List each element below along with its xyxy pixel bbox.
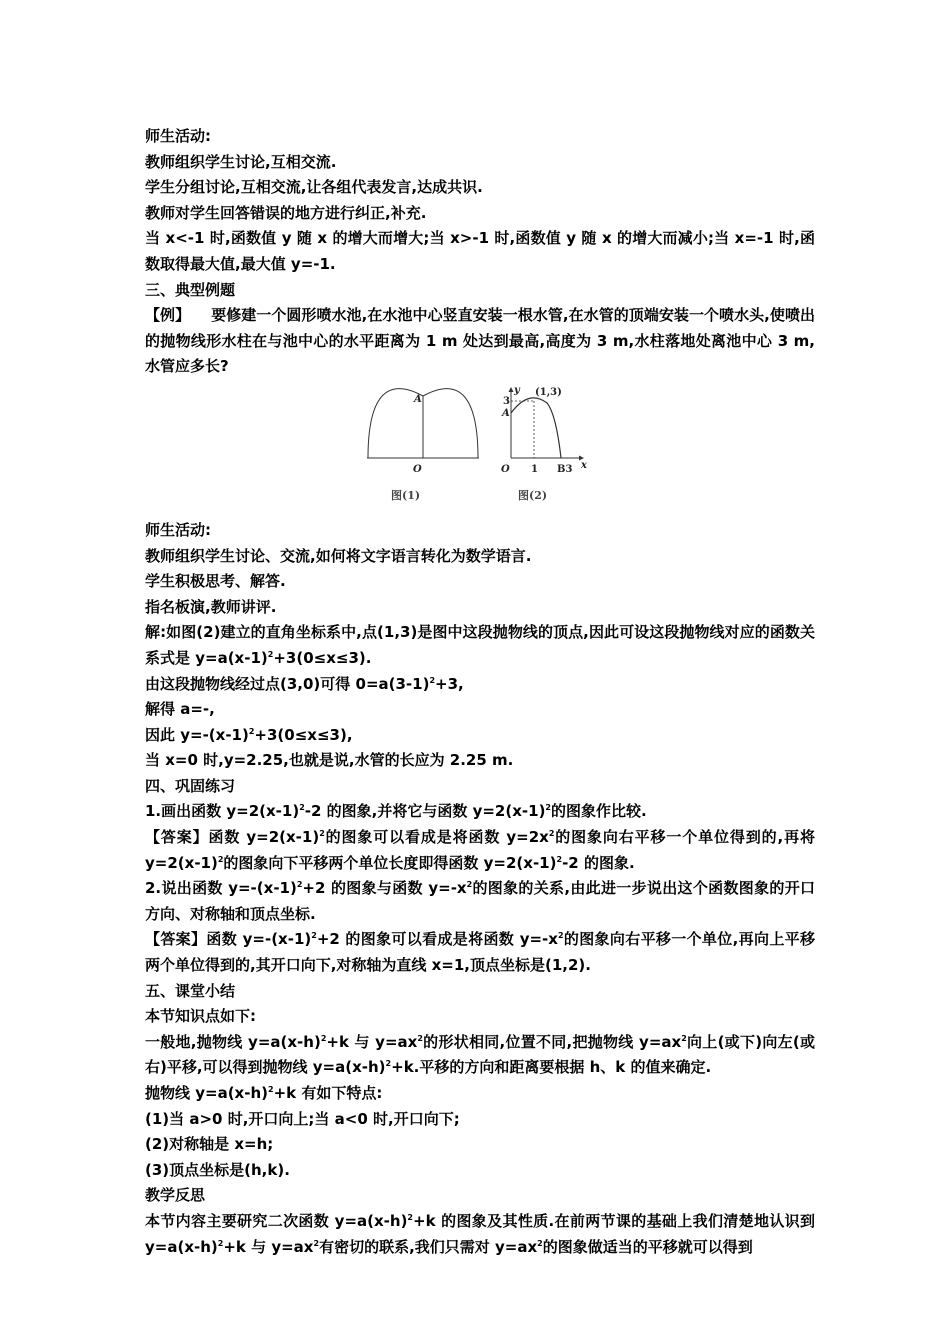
superscript: 2 [320,1033,327,1043]
text-run: +3(0≤x≤3). [273,648,372,667]
text-run: 的形状相同,位置不同,把抛物线 y=ax [422,1032,682,1051]
text-run: 由这段抛物线经过点(3,0)可得 0=a(3-1) [145,674,430,693]
list-item: (2)对称轴是 x=h; [145,1135,274,1154]
reflection-paragraph [145,1209,815,1260]
paragraph [145,723,815,749]
superscript: 2 [296,880,303,890]
paragraph: 教师对学生回答错误的地方进行纠正,补充. [145,203,427,222]
superscript: 2 [319,829,325,839]
superscript: 2 [299,803,305,813]
fig2-one-label: 1 [531,463,538,475]
fig2-a-label: A [502,407,510,419]
activity-label: 师生活动: [145,520,211,539]
text-run: +3, [435,674,464,693]
text-run: 一般地,抛物线 y=a(x-h) [145,1032,321,1051]
solution-paragraph [145,620,815,671]
text-run: 2.说出函数 y=-(x-1) [145,879,297,898]
text-run: +k.平移的方向和距离要根据 h、k 的值来确定. [391,1058,712,1077]
text-run: 的图象作比较. [551,802,647,821]
superscript: 2 [311,931,317,941]
text-run: 的图象的关系,由此进一步说出这个函数图象的开口方向、对称轴和顶点坐标. [145,879,816,923]
superscript: 2 [537,1238,543,1248]
paragraph [145,672,815,698]
answer-1 [145,825,815,876]
text-run: 本节内容主要研究二次函数 y=a(x-h) [145,1211,408,1230]
paragraph: 教师组织学生讨论,互相交流. [145,152,337,171]
section-heading: 教学反思 [145,1186,206,1205]
fig1-caption: 图(1) [391,488,421,502]
summary-paragraph [145,1030,815,1081]
fig2-b3-label: B3 [557,463,573,475]
figure-svg [361,384,601,512]
text-run: +k 与 y=ax [326,1032,418,1051]
answer-tag: 【答案】 [145,828,209,847]
text-run: 的图象可以看成是将函数 y=2x [324,828,549,847]
superscript: 2 [407,1212,413,1222]
text-run: -2 的图象,并将它与函数 y=2(x-1) [304,802,546,821]
text-run: 的图象做适当的平移就可以得到 [542,1237,753,1256]
paragraph: 学生积极思考、解答. [145,572,286,591]
fig2-o-label: O [501,463,510,475]
text-run: 的图象向下平移两个单位长度即得函数 y=2(x-1) [223,853,557,872]
text-run: +3(0≤x≤3), [254,725,353,744]
text-run: +2 的图象可以看成是将函数 y=-x [316,930,558,949]
text-run: 的图象向右平移一个单位,再向上平移两个单位得到的,其开口向下,对称轴为直线 x=1,顶点坐标是(1,2). [145,930,816,975]
fig2-y-label: y [514,384,520,396]
superscript: 2 [417,1033,423,1043]
section-heading: 三、典型例题 [145,280,236,299]
question-2 [145,876,815,927]
superscript: 2 [681,1033,687,1043]
right-parabola-arc [423,389,478,458]
paragraph: 当 x<-1 时,函数值 y 随 x 的增大而增大;当 x>-1 时,函数值 y 随 x 的增大而减小;当 x=-1 时,函数取得最大值,最大值 y=-1. [145,229,815,273]
paragraph: 当 x=0 时,y=2.25,也就是说,水管的长应为 2.25 m. [145,751,514,770]
superscript: 2 [557,931,564,941]
list-item: (3)顶点坐标是(h,k). [145,1160,290,1179]
paragraph: 指名板演,教师讲评. [145,597,277,616]
text-run: +k 的图象及其性质.在前两节课的基础上我们清楚地认识到 y=a(x-h) [145,1211,815,1256]
text-run: 解:如图(2)建立的直角坐标系中,点(1,3)是图中这段抛物线的顶点,因此可设这段抛物线对应的函数关系式是 y=a(x-1) [145,623,815,667]
section-heading: 四、巩固练习 [145,776,236,795]
superscript: 2 [385,1059,392,1069]
paragraph: 本节知识点如下: [145,1007,256,1026]
fountain-figure [145,384,815,512]
superscript: 2 [267,1085,274,1094]
fig2-caption: 图(2) [518,488,548,502]
text-run: 函数 y=2(x-1) [208,828,320,847]
parabola-curve [511,398,561,458]
example-paragraph [145,303,815,380]
text-run: 因此 y=-(x-1) [145,725,249,744]
figure-1 [367,389,479,502]
superscript: 2 [466,880,473,890]
text-run: -2 的图象. [562,853,635,872]
superscript: 2 [267,649,274,659]
text-run: 的图象向右平移一个单位得到的,再将 y=2(x-1) [145,828,815,872]
superscript: 2 [429,675,436,685]
fig2-three-label: 3 [503,395,510,407]
list-item: (1)当 a>0 时,开口向上;当 a<0 时,开口向下; [145,1109,460,1128]
superscript: 2 [217,854,224,864]
paragraph: 学生分组讨论,互相交流,让各组代表发言,达成共识. [145,178,483,197]
document-body [145,124,815,1260]
text-run: 函数 y=-(x-1) [206,930,312,949]
superscript: 2 [556,854,563,864]
fig1-origin: O [413,463,422,475]
paragraph [145,1081,815,1107]
superscript: 2 [217,1238,224,1248]
example-tag: 【例】 [145,306,191,325]
y-axis-arrow [509,387,514,392]
fig2-x-label: x [581,459,587,471]
text-run: 有密切的联系,我们只需对 y=ax [319,1237,538,1256]
figure-2 [501,385,588,502]
paragraph: 教师组织学生讨论、交流,如何将文字语言转化为数学语言. [145,546,532,565]
section-heading: 五、课堂小结 [145,981,236,1000]
answer-2 [145,927,815,978]
superscript: 2 [313,1238,320,1248]
paragraph: 解得 a=-, [145,700,215,719]
text-run: +k 有如下特点: [273,1084,383,1102]
text-run: +2 的图象与函数 y=-x [302,879,467,898]
text-run: 向上(或下)向左(或右)平移,可以得到抛物线 y=a(x-h) [145,1032,815,1077]
fig1-point-a: A [414,393,422,405]
superscript: 2 [248,726,255,736]
fig2-vertex-label: (1,3) [535,386,562,398]
question-1 [145,799,815,825]
answer-tag: 【答案】 [145,930,207,949]
example-text: 要修建一个圆形喷水池,在水池中心竖直安装一根水管,在水管的顶端安装一个喷水头,使喷出的抛物线形水柱在与池中心的水平距离为 1 m 处达到最高,高度为 3 m,水柱落地处离池中心 3 m,水管应多长? [145,306,815,376]
text-run: 抛物线 y=a(x-h) [145,1084,268,1102]
superscript: 2 [545,803,551,813]
superscript: 2 [548,829,555,839]
text-run: +k 与 y=ax [223,1237,314,1256]
text-run: 1.画出函数 y=2(x-1) [145,802,300,821]
activity-label: 师生活动: [145,127,211,145]
